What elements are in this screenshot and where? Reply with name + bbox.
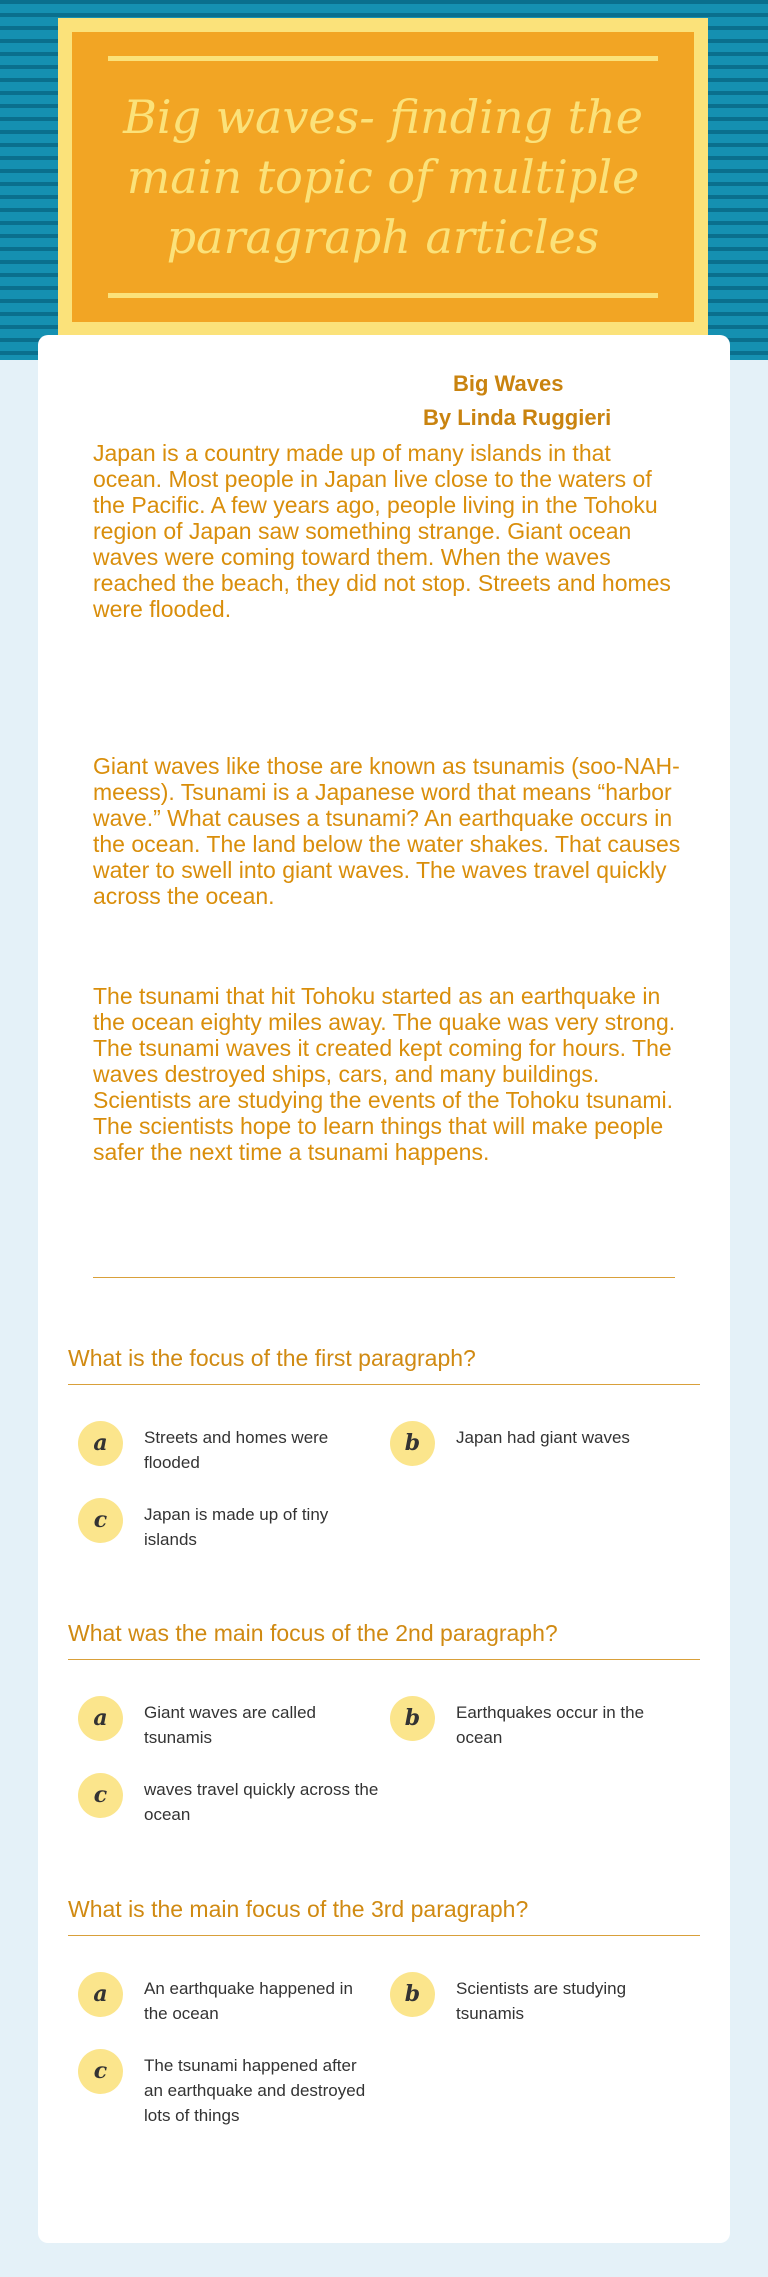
option-text: Japan is made up of tiny islands [144,1505,329,1549]
title-banner [58,18,708,336]
option-text: Japan had giant waves [456,1428,630,1447]
article-paragraph: The tsunami that hit Tohoku started as an earthquake in the ocean eighty miles away. The quake was very strong. The tsunami waves it created kept coming for hours. The waves destroyed ships, cars, and many buildings. Scientists are studying the events of the Tohoku tsunami. The scientists hope to learn things that will make people safer the next time a tsunami happens. [93,983,676,1165]
option-text: Scientists are studying tsunamis [456,1979,627,2023]
option-letter: b [390,1972,435,2017]
question-text: What is the focus of the first paragraph? [68,1345,700,1385]
article-paragraph: Japan is a country made up of many islands in that ocean. Most people in Japan live close to the waters of the Pacific. A few years ago, people living in the Tohoku region of Japan saw something strange. Giant ocean waves were coming toward them. When the waves reached the beach, they did not stop. Streets and homes were flooded. [93,440,671,622]
option-letter: c [78,1773,123,1818]
option-text: Earthquakes occur in the ocean [456,1703,645,1747]
question-text: What was the main focus of the 2nd paragraph? [68,1620,700,1660]
divider [93,1277,675,1278]
option-letter: b [390,1696,435,1741]
article-title: Big Waves [453,371,564,396]
article-paragraph: Giant waves like those are known as tsunamis (soo-NAH-meess). Tsunami is a Japanese word that means “harbor wave.” What causes a tsunami? An earthquake occurs in the ocean. The land below the water shakes. That causes water to swell into giant waves. The waves travel quickly across the ocean. [93,753,681,909]
option-letter: a [78,1421,123,1466]
option-text: The tsunami happened after an earthquake and destroyed lots of things [144,2056,366,2125]
option-letter: c [78,2049,123,2094]
option-letter: a [78,1972,123,2017]
option-text: Giant waves are called tsunamis [144,1703,316,1747]
banner-rule-bottom [108,293,658,298]
question-2 [68,1620,700,1824]
option-text: Streets and homes were flooded [144,1428,329,1472]
page-title: Big waves- finding the main topic of multiple paragraph articles [123,90,643,264]
article-author: By Linda Ruggieri [423,405,612,430]
question-1 [68,1345,700,1549]
question-3 [68,1896,700,2125]
option-letter: b [390,1421,435,1466]
option-text: waves travel quickly across the ocean [144,1780,379,1824]
content-card [38,335,730,2243]
option-text: An earthquake happened in the ocean [144,1979,353,2023]
option-letter: c [78,1498,123,1543]
banner-rule-top [108,56,658,61]
option-letter: a [78,1696,123,1741]
question-text: What is the main focus of the 3rd paragraph? [68,1896,700,1936]
